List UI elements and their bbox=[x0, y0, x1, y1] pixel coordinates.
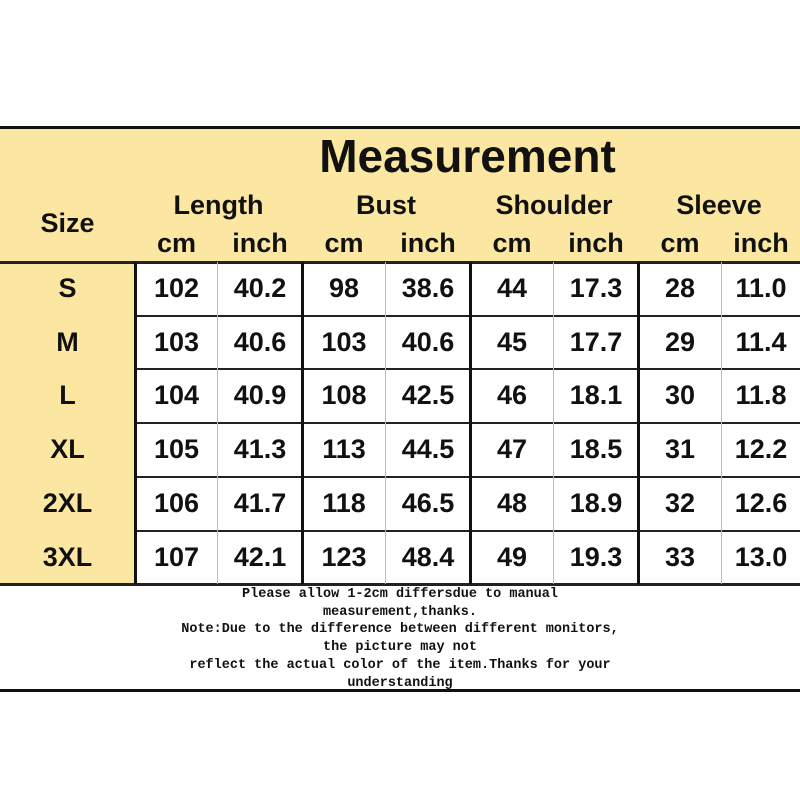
unit-header-inch: inch bbox=[232, 228, 288, 258]
table-cell: 11.8 bbox=[735, 380, 787, 410]
table-cell: 118 bbox=[322, 488, 366, 518]
unit-header-inch: inch bbox=[400, 228, 456, 258]
table-cell: 44 bbox=[496, 273, 528, 303]
column-divider bbox=[217, 262, 218, 584]
table-cell: 44.5 bbox=[401, 434, 455, 464]
table-cell: 41.3 bbox=[233, 434, 287, 464]
size-label: M bbox=[56, 327, 79, 357]
group-header-shoulder: Shoulder bbox=[495, 190, 613, 220]
table-cell: 19.3 bbox=[569, 542, 623, 572]
table-cell: 41.7 bbox=[233, 488, 287, 518]
row-divider bbox=[135, 476, 800, 478]
column-divider bbox=[469, 262, 472, 584]
table-cell: 40.9 bbox=[233, 380, 287, 410]
table-cell: 98 bbox=[328, 273, 360, 303]
table-cell: 47 bbox=[496, 434, 528, 464]
size-label: S bbox=[58, 273, 77, 303]
table-cell: 108 bbox=[321, 380, 367, 410]
table-cell: 17.7 bbox=[569, 327, 623, 357]
group-header-length: Length bbox=[173, 190, 264, 220]
table-cell: 48.4 bbox=[401, 542, 455, 572]
unit-header-inch: inch bbox=[568, 228, 624, 258]
row-divider bbox=[135, 422, 800, 424]
table-cell: 104 bbox=[153, 380, 200, 410]
column-divider bbox=[301, 262, 304, 584]
table-cell: 40.6 bbox=[233, 327, 287, 357]
table-cell: 45 bbox=[496, 327, 528, 357]
table-cell: 123 bbox=[321, 542, 367, 572]
table-cell: 106 bbox=[153, 488, 200, 518]
note-line: Please allow 1-2cm differsdue to manual bbox=[242, 587, 558, 602]
unit-header-cm: cm bbox=[660, 228, 700, 258]
column-divider bbox=[553, 262, 554, 584]
group-header-bust: Bust bbox=[356, 190, 416, 220]
table-cell: 12.2 bbox=[734, 434, 788, 464]
unit-header-cm: cm bbox=[492, 228, 532, 258]
note-line: Note:Due to the difference between different monitors, bbox=[181, 622, 619, 638]
column-divider bbox=[385, 262, 386, 584]
table-cell: 18.1 bbox=[569, 380, 623, 410]
table-cell: 12.6 bbox=[734, 488, 788, 518]
size-label: 3XL bbox=[42, 542, 93, 572]
note-line: the picture may not bbox=[323, 640, 477, 656]
group-header-sleeve: Sleeve bbox=[676, 190, 762, 220]
row-divider bbox=[135, 530, 800, 532]
size-header: Size bbox=[40, 208, 95, 238]
table-cell: 49 bbox=[496, 542, 528, 572]
table-cell: 38.6 bbox=[401, 273, 455, 303]
table-cell: 46 bbox=[496, 380, 528, 410]
table-cell: 28 bbox=[664, 273, 696, 303]
size-label: L bbox=[59, 380, 76, 410]
table-cell: 33 bbox=[664, 542, 696, 572]
table-cell: 46.5 bbox=[401, 488, 455, 518]
unit-header-inch: inch bbox=[733, 228, 789, 258]
column-divider bbox=[637, 262, 640, 584]
table-cell: 18.9 bbox=[569, 488, 623, 518]
table-cell: 103 bbox=[321, 327, 367, 357]
row-divider bbox=[135, 315, 800, 317]
table-cell: 113 bbox=[322, 434, 366, 464]
chart-title: Measurement bbox=[319, 130, 616, 182]
table-cell: 11.0 bbox=[735, 273, 787, 303]
unit-header-cm: cm bbox=[324, 228, 364, 258]
note-line: reflect the actual color of the item.Thanks for your bbox=[189, 657, 611, 673]
size-label: XL bbox=[50, 434, 85, 464]
table-cell: 102 bbox=[153, 273, 200, 303]
unit-header-cm: cm bbox=[156, 228, 197, 258]
table-cell: 31 bbox=[664, 434, 696, 464]
disclaimer-note bbox=[0, 586, 800, 692]
table-cell: 32 bbox=[664, 488, 696, 518]
table-cell: 11.4 bbox=[735, 327, 787, 357]
table-cell: 30 bbox=[664, 380, 696, 410]
size-label: 2XL bbox=[42, 488, 93, 518]
table-cell: 29 bbox=[664, 327, 696, 357]
row-divider bbox=[135, 368, 800, 370]
table-cell: 42.5 bbox=[401, 380, 455, 410]
column-divider bbox=[721, 262, 722, 584]
table-cell: 13.0 bbox=[734, 542, 788, 572]
note-line: understanding bbox=[347, 675, 453, 691]
row-divider bbox=[0, 261, 800, 264]
table-cell: 103 bbox=[153, 327, 200, 357]
table-cell: 105 bbox=[153, 434, 200, 464]
table-cell: 18.5 bbox=[569, 434, 623, 464]
table-cell: 42.1 bbox=[233, 542, 287, 572]
column-divider bbox=[134, 262, 137, 584]
table-cell: 107 bbox=[153, 542, 200, 572]
table-cell: 40.6 bbox=[401, 327, 455, 357]
table-cell: 17.3 bbox=[569, 273, 623, 303]
table-cell: 40.2 bbox=[233, 273, 287, 303]
table-cell: 48 bbox=[496, 488, 528, 518]
note-line: measurement,thanks. bbox=[323, 604, 477, 620]
